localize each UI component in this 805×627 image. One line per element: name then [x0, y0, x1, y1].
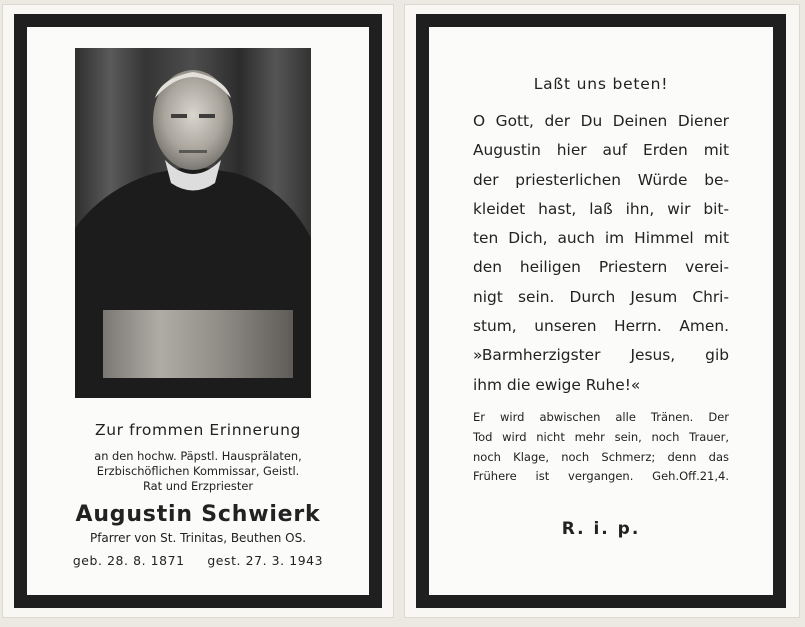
- prayer-line: der priesterlichen Würde be-: [473, 170, 729, 189]
- dedication-line: Rat und Erzpriester: [142, 479, 254, 493]
- memorial-card-left: [2, 4, 394, 618]
- memorial-card-right: [404, 4, 800, 618]
- prayer-line: stum, unseren Herrn. Amen.: [473, 317, 729, 336]
- memorial-caption: [27, 421, 369, 570]
- birth-date: geb. 28. 8. 1871: [72, 553, 185, 568]
- prayer-line: ihm die ewige Ruhe!«: [473, 375, 641, 394]
- prayer-line: »Barmherzigster Jesus, gib: [473, 346, 729, 365]
- deceased-role: Pfarrer von St. Trinitas, Beuthen OS.: [89, 531, 307, 545]
- verse-line: Tod wird nicht mehr sein, noch Trauer,: [473, 429, 729, 444]
- prayer-line: den heiligen Priestern verei-: [473, 258, 729, 277]
- dedication-line: Erzbischöflichen Kommissar, Geistl.: [96, 464, 300, 478]
- verse-line: Frühere ist vergangen. Geh.Off.21,4.: [473, 469, 729, 484]
- life-dates: [27, 552, 369, 570]
- bible-verse: [473, 408, 729, 487]
- prayer-line: O Gott, der Du Deinen Diener: [473, 112, 729, 130]
- prayer-line: Augustin hier auf Erden mit: [473, 141, 729, 160]
- memorial-title: Zur frommen Erinnerung: [95, 421, 301, 439]
- verse-line: Er wird abwischen alle Tränen. Der: [473, 409, 729, 424]
- prayer-line: nigt sein. Durch Jesum Chri-: [473, 287, 729, 306]
- death-date: gest. 27. 3. 1943: [207, 553, 324, 568]
- prayer-block: [473, 75, 729, 539]
- rip-closing: R. i. p.: [561, 519, 641, 540]
- prayer-line: ten Dich, auch im Himmel mit: [473, 229, 729, 248]
- deceased-name: Augustin Schwierk: [75, 502, 321, 527]
- portrait-image: [75, 48, 311, 398]
- black-border-frame: [14, 14, 382, 608]
- black-border-frame: [416, 14, 786, 608]
- verse-line: noch Klage, noch Schmerz; denn das: [473, 449, 729, 464]
- dedication-line: an den hochw. Päpstl. Hausprälaten,: [94, 449, 302, 463]
- prayer-title: Laßt uns beten!: [533, 75, 669, 93]
- portrait-photo: [75, 48, 311, 398]
- prayer-line: kleidet hast, laß ihn, wir bit-: [473, 199, 729, 218]
